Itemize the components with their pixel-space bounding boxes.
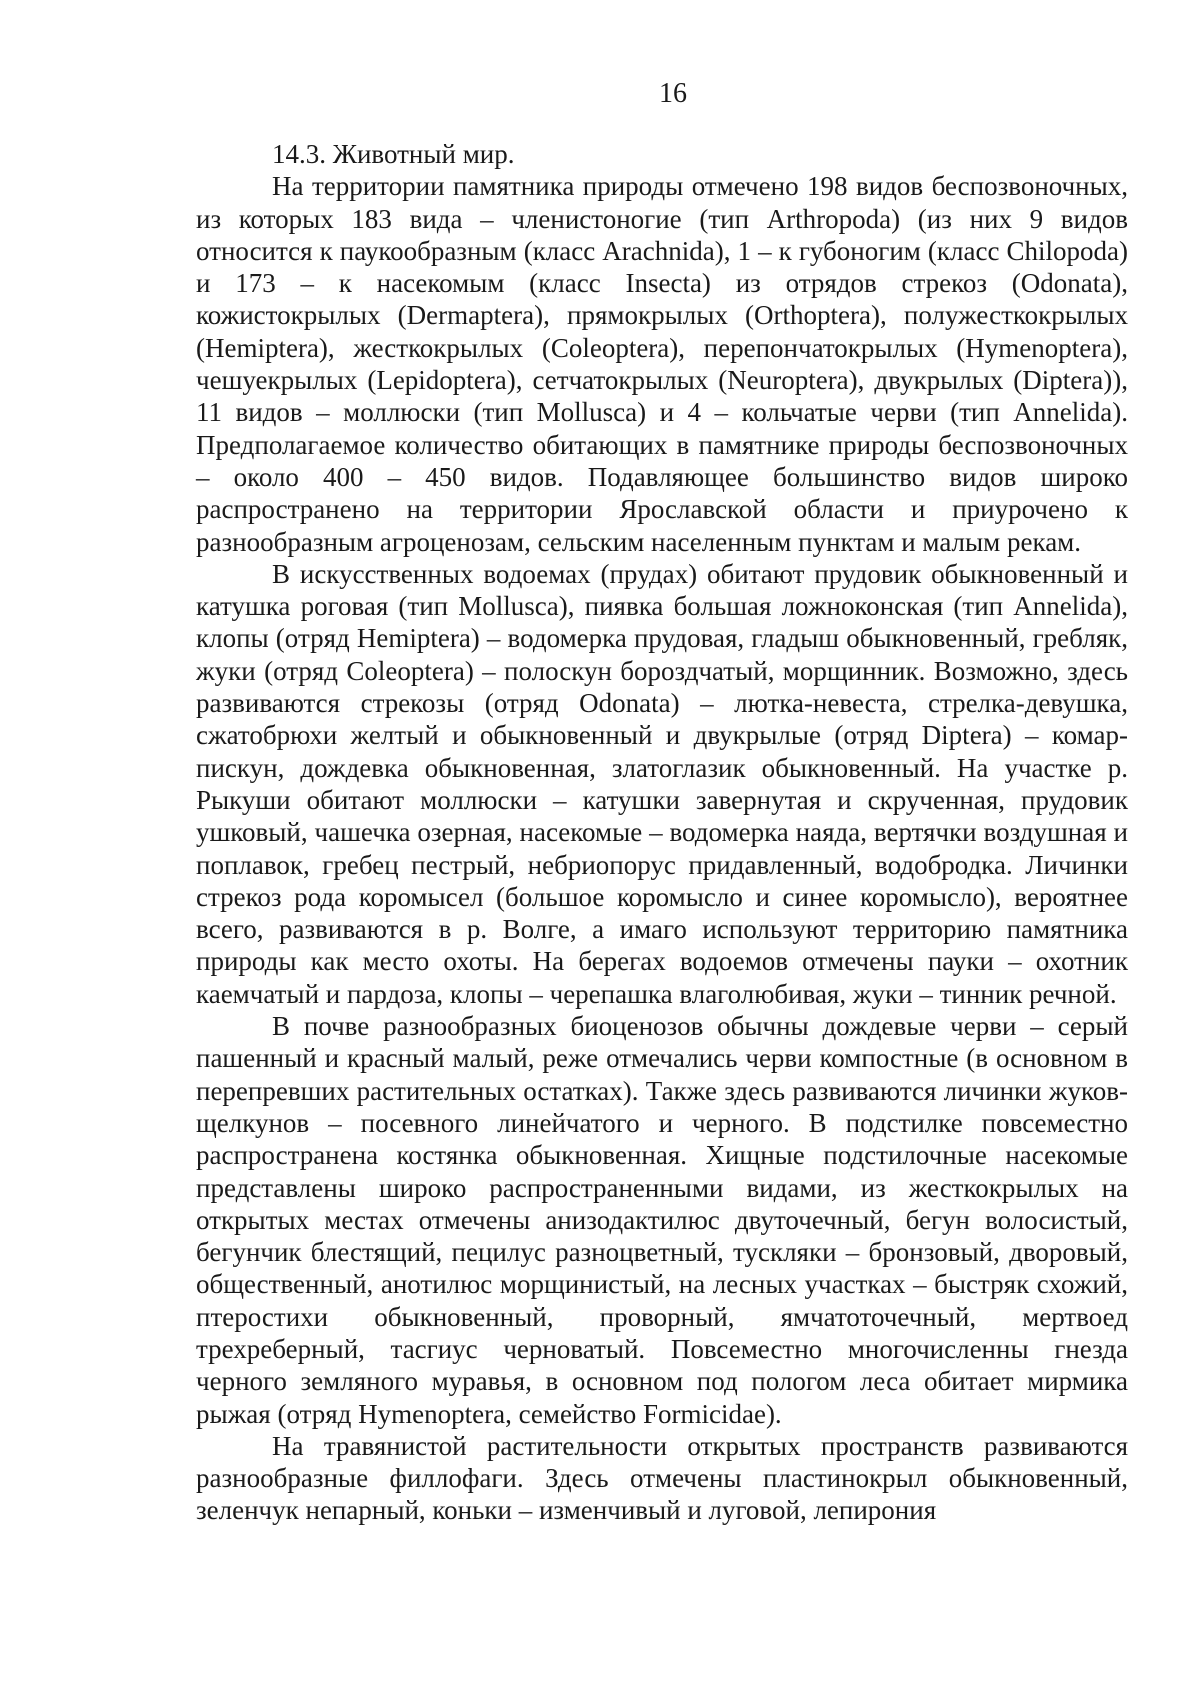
paragraph-aquatic-fauna: В искусственных водоемах (прудах) обитают прудовик обыкновенный и катушка роговая (тип Mollusca), пиявка большая ложноконская (тип Annelida), клопы (отряд Hemiptera) – водомерка прудовая, гладыш обыкновенный, гребляк, жуки (отряд Coleoptera) – полоскун бороздчатый, морщинник. Возможно, здесь развиваются стрекозы (отряд Odonata) – лютка-невеста, стрелка-девушка, сжатобрюхи желтый и обыкновенный и двукрылые (отряд Diptera) – комар-пискун, дождевка обыкновенная, златоглазик обыкновенный. На участке р. Рыкуши обитают моллюски – катушки завернутая и скрученная, прудовик ушковый, чашечка озерная, насекомые – водомерка наяда, вертячки воздушная и поплавок, гребец пестрый, небриопорус придавленный, водобродка. Личинки стрекоз рода коромысел (большое коромысло и синее коромысло), вероятнее всего, развиваются в р. Волге, а имаго используют территорию памятника природы как место охоты. На берегах водоемов отмечены пауки – охотник каемчатый и пардоза, клопы – черепашка влаголюбивая, жуки – тинник речной. [196, 558, 1128, 1009]
page-number: 16 [659, 78, 687, 109]
document-body [196, 138, 1128, 1527]
paragraph-soil-fauna: В почве разнообразных биоценозов обычны дождевые черви – серый пашенный и красный малый, реже отмечались черви компостные (в основном в перепревших растительных остатках). Также здесь развиваются личинки жуков-щелкунов – посевного линейчатого и черного. В подстилке повсеместно распространена костянка обыкновенная. Хищные подстилочные насекомые представлены широко распространенными видами, из жесткокрылых на открытых местах отмечены анизодактилюс двуточечный, бегун волосистый, бегунчик блестящий, пецилус разноцветный, тускляки – бронзовый, дворовый, общественный, анотилюс морщинистый, на лесных участках – быстряк схожий, птеростихи обыкновенный, проворный, ямчатоточечный, мертвоед трехреберный, тасгиус черноватый. Повсеместно многочисленны гнезда черного земляного муравья, в основном под пологом леса обитает мирмика рыжая (отряд Hymenoptera, семейство Formicidae). [196, 1011, 1128, 1429]
paragraph-invertebrates-overview: На территории памятника природы отмечено 198 видов беспозвоночных, из которых 183 вида – членистоногие (тип Arthropoda) (из них 9 видов относится к паукообразным (класс Arachnida), 1 – к губоногим (класс Chilopoda) и 173 – к насекомым (класс Insecta) из отрядов стрекоз (Odonata), кожистокрылых (Dermaptera), прямокрылых (Orthoptera), полужесткокрылых (Hemiptera), жесткокрылых (Coleoptera), перепончатокрылых (Hymenoptera), чешуекрылых (Lepidoptera), сетчатокрылых (Neuroptera), двукрылых (Diptera)), 11 видов – моллюски (тип Mollusca) и 4 – кольчатые черви (тип Annelida). Предполагаемое количество обитающих в памятнике природы беспозвоночных – около 400 – 450 видов. Подавляющее большинство видов широко распространено на территории Ярославской области и приурочено к разнообразным агроценозам, сельским населенным пунктам и малым рекам. [196, 171, 1128, 557]
section-heading: 14.3. Животный мир. [272, 139, 515, 169]
paragraph-herbaceous-fauna: На травянистой растительности открытых пространств развиваются разнообразные филлофаги. Здесь отмечены пластинокрыл обыкновенный, зеленчук непарный, коньки – изменчивый и луговой, лепирония [196, 1430, 1128, 1526]
